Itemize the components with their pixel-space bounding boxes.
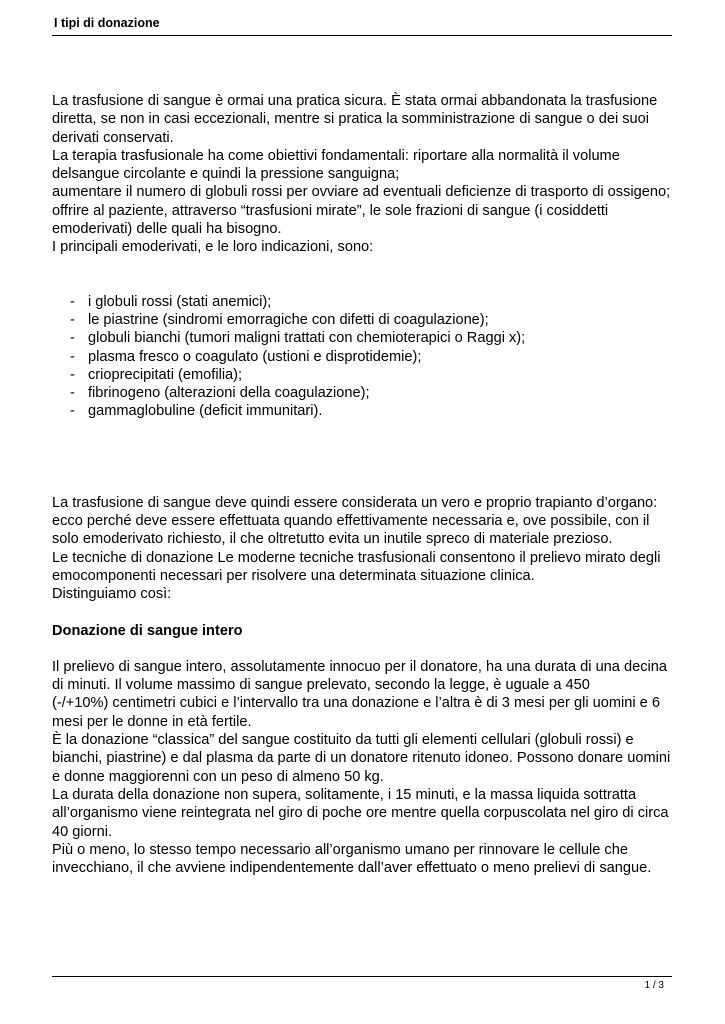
emoderivati-list: [52, 293, 674, 421]
text-line: È la donazione “classica” del sangue costituito da tutti gli elementi cellulari (globuli rossi) e: [52, 732, 634, 749]
list-item-text: le piastrine (sindromi emorragiche con difetti di coagulazione);: [88, 311, 489, 328]
list-item: [70, 384, 674, 402]
list-item: [70, 293, 674, 311]
text-line: emocomponenti necessari per risolvere una determinata situazione clinica.: [52, 567, 535, 584]
list-item-text: gammaglobuline (deficit immunitari).: [88, 403, 323, 420]
text-line: aumentare il numero di globuli rossi per ovviare ad eventuali deficienze di trasporto di ossigeno;: [52, 184, 671, 201]
list-item: [70, 329, 674, 347]
text-line: Distinguiamo così:: [52, 586, 172, 603]
list-item: [70, 348, 674, 366]
text-line: emoderivati) delle quali ha bisogno.: [52, 221, 282, 238]
section-heading: Donazione di sangue intero: [52, 622, 243, 639]
dash-bullet: -: [70, 366, 75, 383]
page-header: [52, 14, 672, 36]
text-line: La trasfusione di sangue deve quindi essere considerata un vero e proprio trapianto d’organo:: [52, 494, 658, 511]
middle-paragraph: [52, 494, 674, 604]
text-line: ecco perché deve essere effettuata quando effettivamente necessaria e, ove possibile, con il: [52, 513, 650, 530]
list-item: [70, 402, 674, 420]
text-line: La trasfusione di sangue è ormai una pratica sicura. È stata ormai abbandonata la trasfusione: [52, 93, 658, 109]
text-line: e donne maggiorenni con un peso di almeno 50 kg.: [52, 768, 384, 785]
text-line: La terapia trasfusionale ha come obiettivi fondamentali: riportare alla normalità il volume: [52, 147, 620, 164]
text-line: Il prelievo di sangue intero, assolutamente innocuo per il donatore, ha una durata di una decina: [52, 658, 667, 675]
text-line: di minuti. Il volume massimo di sangue prelevato, secondo la legge, è uguale a 450: [52, 677, 590, 694]
dash-bullet: -: [70, 293, 75, 310]
text-line: bianchi, piastrine) e dal plasma da parte di un donatore ritenuto idoneo. Possono donare uomini: [52, 750, 671, 767]
text-line: (-/+10%) centimetri cubici e l’intervallo tra una donazione e l’altra è di 3 mesi per gli uomini e 6: [52, 695, 660, 712]
list-item-text: fibrinogeno (alterazioni della coagulazione);: [88, 385, 370, 402]
intro-paragraph: [52, 92, 674, 257]
text-line: derivati conservati.: [52, 129, 174, 146]
text-line: diretta, se non in casi eccezionali, mentre si pratica la somministrazione di sangue o dei suoi: [52, 111, 650, 128]
dash-bullet: -: [70, 403, 75, 420]
list-item: [70, 311, 674, 329]
section-paragraph: [52, 658, 674, 878]
text-line: Le tecniche di donazione Le moderne tecniche trasfusionali consentono il prelievo mirato degli: [52, 549, 661, 566]
document-title: I tipi di donazione: [54, 16, 160, 30]
text-line: 40 giorni.: [52, 823, 113, 840]
dash-bullet: -: [70, 330, 75, 347]
text-line: all’organismo viene reintegrata nel giro di poche ore mentre quella corpuscolata nel giro di circa: [52, 805, 669, 822]
page-number: 1 / 3: [644, 980, 664, 991]
dash-bullet: -: [70, 348, 75, 365]
dash-bullet: -: [70, 385, 75, 402]
text-line: delsangue circolante e quindi la pressione sanguigna;: [52, 166, 400, 183]
text-line: Più o meno, lo stesso tempo necessario all’organismo umano per rinnovare le cellule che: [52, 841, 628, 858]
list-item-text: globuli bianchi (tumori maligni trattati con chemioterapici o Raggi x);: [88, 330, 526, 347]
footer-rule: [52, 976, 672, 977]
text-line: invecchiano, il che avviene indipendentemente dall’aver effettuato o meno prelievi di sangue.: [52, 860, 652, 877]
text-line: solo emoderivato richiesto, il che oltretutto evita un inutile spreco di materiale prezioso.: [52, 531, 613, 548]
text-line: offrire al paziente, attraverso “trasfusioni mirate”, le sole frazioni di sangue (i cosiddetti: [52, 202, 609, 219]
text-line: mesi per le donne in età fertile.: [52, 713, 252, 730]
document-body: [52, 92, 674, 877]
text-line: La durata della donazione non supera, solitamente, i 15 minuti, e la massa liquida sottratta: [52, 786, 637, 803]
list-item-text: plasma fresco o coagulato (ustioni e disprotidemie);: [88, 348, 422, 365]
list-item-text: i globuli rossi (stati anemici);: [88, 293, 272, 310]
list-item: [70, 366, 674, 384]
page-footer: [52, 976, 672, 993]
text-line: I principali emoderivati, e le loro indicazioni, sono:: [52, 239, 374, 256]
dash-bullet: -: [70, 311, 75, 328]
list-item-text: crioprecipitati (emofilia);: [88, 366, 243, 383]
header-rule: [52, 35, 672, 36]
